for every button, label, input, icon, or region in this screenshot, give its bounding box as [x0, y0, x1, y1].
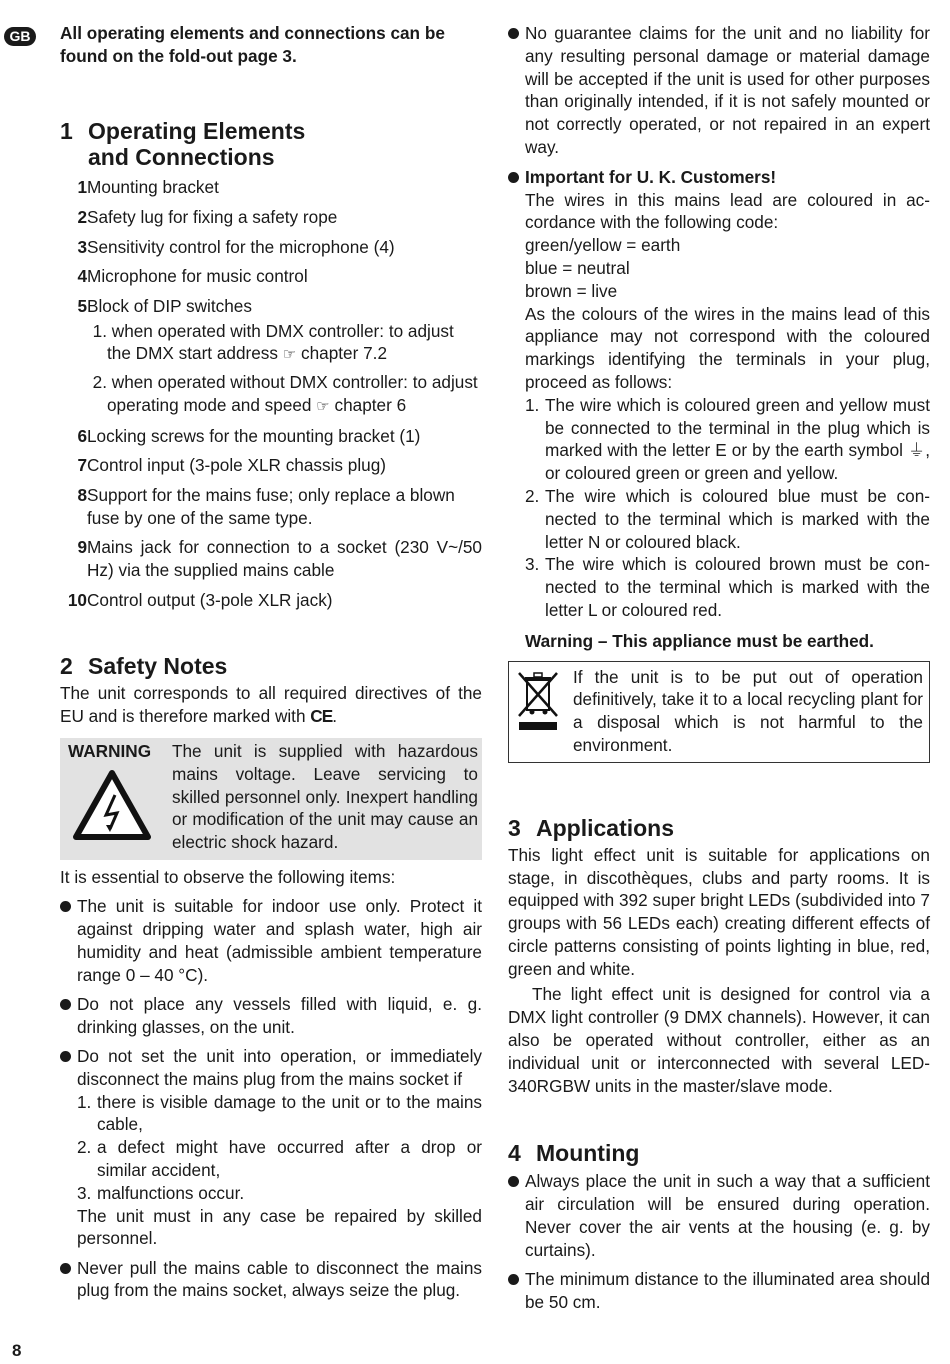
list-item	[60, 176, 482, 199]
paragraph-text: The unit corresponds to all required directives of the EU and is therefore marked with	[60, 683, 482, 727]
section-title	[88, 118, 305, 170]
wire-code: brown = live	[525, 280, 618, 301]
enum-item	[525, 553, 930, 621]
section-number: 2	[60, 653, 73, 680]
bullet-dot-icon	[60, 993, 77, 1039]
bullet-item	[508, 1170, 930, 1261]
item-number: 8	[77, 484, 87, 505]
sub-item-text	[107, 371, 482, 418]
electric-hazard-icon	[72, 769, 152, 841]
bullet-dot-icon	[508, 166, 525, 622]
recycling-box	[508, 661, 930, 763]
warning-text: The unit is supplied with hazardous mains voltage. Leave servicing to skilled personnel only. Inexpert handling or modification of the unit may cause an electric shock hazard.	[172, 740, 478, 853]
bullet-item	[508, 1268, 930, 1314]
recycling-text: If the unit is to be put out of operation definitively, take it to a local recycling plant for a disposal which is not harmful to the environment.	[573, 666, 923, 755]
item-text: Safety lug for fixing a safety rope	[87, 206, 338, 227]
paragraph-text: The light effect unit is designed for control via a DMX light controller (9 DMX channels). However, it can also be operated without controller, either as an individual unit or interconnected with several LED-340RGBW units in the master/slave mode.	[508, 984, 930, 1096]
list-item	[60, 589, 482, 612]
page-number: 8	[12, 1341, 22, 1360]
right-column	[508, 22, 930, 1314]
section-number: 3	[508, 814, 521, 841]
item-text: Support for the mains fuse; only replace a blown fuse by one of the same type.	[87, 484, 455, 528]
crossed-bin-icon	[515, 670, 561, 732]
list-item	[60, 265, 482, 288]
bullet-body	[525, 166, 930, 622]
item-text: Control output (3-pole XLR jack)	[87, 589, 333, 610]
section-2-heading	[60, 653, 482, 679]
enum-number: 2.	[77, 1137, 92, 1158]
pointing-hand-icon: ☞	[316, 396, 330, 415]
language-badge: GB	[4, 27, 36, 46]
item-number: 9	[77, 537, 87, 558]
section-number: 1	[60, 117, 73, 144]
enum-number: 2.	[525, 485, 540, 506]
left-column	[60, 22, 482, 1302]
section-4-heading	[508, 1140, 930, 1166]
enum-number: 3.	[77, 1182, 92, 1203]
bullet-dot-icon	[60, 1045, 77, 1250]
uk-notice-title: Important for U. K. Customers!	[525, 166, 777, 187]
item-number: 2	[77, 206, 87, 227]
item-number: 1	[77, 177, 87, 198]
operating-elements-list	[60, 176, 482, 611]
wire-code: blue = neutral	[525, 257, 630, 278]
bullet-item	[60, 993, 482, 1039]
enum-text: The wire which is coloured green and yellow must be connected to the terminal in the plug which is marked with the letter E or by the earth symbol ⏚, or coloured green or green and yellow.	[545, 394, 930, 484]
pointing-hand-icon: ☞	[282, 345, 297, 364]
item-text: Locking screws for the mounting bracket (1)	[87, 425, 421, 446]
paragraph-text: As the colours of the wires in the mains lead of this appliance may not correspond with the coloured markings identifying the terminals in your plug, proceed as follows:	[525, 303, 930, 392]
enum-item	[525, 394, 930, 485]
warning-box	[60, 738, 482, 860]
item-number: 7	[77, 455, 87, 476]
bullet-text: The unit is suitable for indoor use only. Protect it against dripping water and splash water, high air humidity and heat (admissible ambient temperature range 0 – 40 °C).	[77, 896, 482, 985]
bullet-item	[60, 895, 482, 986]
item-text: Mounting bracket	[87, 177, 219, 198]
warning-label: WARNING	[68, 740, 152, 761]
enum-item	[77, 1182, 482, 1205]
bullet-dot-icon	[508, 22, 525, 159]
sub-item-body: when operated with DMX controller: to adjust the DMX start address	[107, 320, 454, 364]
bullet-text: No guarantee claims for the unit and no liability for any resulting personal damage or material damage will be accepted if the unit is used for other purposes than originally intended, if it is not safely mounted or not correctly operated, or not repaired in an expert way.	[525, 23, 930, 157]
bullet-text: Always place the unit in such a way that a sufficient air circulation will be ensured during operation. Never cover the air vents at the housing (e. g. by curtains).	[525, 1171, 930, 1260]
section-title: Safety Notes	[88, 653, 228, 680]
list-item	[60, 536, 482, 582]
sub-item-number: 2.	[92, 372, 107, 393]
ce-paragraph: The unit corresponds to all required directives of the EU and is therefore marked with CE.	[60, 683, 482, 727]
enum-number: 3.	[525, 554, 540, 575]
bullet-body	[77, 1045, 482, 1250]
enum-item	[77, 1136, 482, 1182]
section-title: Mounting	[536, 1140, 640, 1167]
bullet-dot-icon	[508, 1170, 525, 1261]
sub-item	[60, 320, 482, 367]
item-text: Block of DIP switches	[87, 295, 252, 316]
intro-text: All operating elements and connections can be found on the fold-out page 3.	[60, 23, 445, 66]
sub-item	[60, 371, 482, 418]
bullet-text: The minimum distance to the illuminated area should be 50 cm.	[525, 1269, 930, 1312]
enum-number: 1.	[77, 1091, 92, 1112]
list-item	[60, 484, 482, 530]
enum-text: a defect might have occurred after a drop or similar accident,	[97, 1137, 482, 1180]
bullet-text: Do not place any vessels filled with liquid, e. g. drinking glasses, on the unit.	[77, 993, 482, 1037]
ce-mark: CE	[310, 706, 333, 727]
list-item	[60, 236, 482, 259]
section-number: 4	[508, 1140, 521, 1167]
enum-item	[525, 485, 930, 553]
bullet-text: The unit must in any case be repaired by skilled personnel.	[77, 1205, 482, 1249]
list-item	[60, 454, 482, 477]
sub-item-number: 1.	[92, 320, 107, 341]
bullet-text: Never pull the mains cable to disconnect the mains plug from the mains socket, always seize the plug.	[77, 1257, 482, 1301]
bullet-dot-icon	[60, 1257, 77, 1303]
paragraph-text: It is essential to observe the following items:	[60, 866, 396, 887]
sub-item-body: when operated without DMX controller: to adjust operating mode and speed	[107, 372, 478, 415]
list-item	[60, 425, 482, 448]
list-item	[60, 295, 482, 318]
item-number: 5	[77, 295, 87, 316]
enum-item	[77, 1091, 482, 1137]
bullet-item	[60, 1257, 482, 1303]
bullet-item	[508, 166, 930, 622]
earth-warning: Warning – This appliance must be earthed.	[525, 630, 874, 651]
item-text: Mains jack for connection to a socket (230 V~/50 Hz) via the supplied mains cable	[87, 537, 482, 580]
enum-text: there is visible damage to the unit or to the mains cable,	[97, 1091, 482, 1135]
item-text: Sensitivity control for the microphone (4)	[87, 236, 395, 257]
chapter-reference: chapter 6	[334, 394, 407, 415]
bullet-item	[60, 1045, 482, 1250]
item-text: Control input (3-pole XLR chassis plug)	[87, 455, 387, 476]
item-number: 3	[77, 236, 87, 257]
bullet-item	[508, 22, 930, 159]
section-1-heading	[60, 118, 482, 170]
item-number: 4	[77, 266, 87, 287]
paragraph-text: This light effect unit is suitable for applications on stage, in discothèques, clubs and party rooms. It is equipped with 392 super bright LEDs (subdivided into 7 groups with 56 LEDs each) creating different effects of circle patterns consisting of points lighting in blue, red, green and white.	[508, 844, 930, 979]
section-title-line: and Connections	[88, 143, 275, 170]
section-title-line: Operating Elements	[88, 117, 306, 144]
paragraph-text: The wires in this mains lead are coloured in accordance with the following code:	[525, 189, 930, 233]
enum-text: The wire which is coloured brown must be connected to the terminal which is marked with the letter L or coloured red.	[545, 554, 930, 620]
bullet-dot-icon	[508, 1268, 525, 1314]
chapter-reference: chapter 7.2	[301, 343, 388, 364]
bullet-text: Do not set the unit into operation, or immediately disconnect the mains plug from the mains socket if	[77, 1045, 482, 1089]
section-3-heading	[508, 815, 930, 841]
enum-text: malfunctions occur.	[97, 1182, 245, 1203]
weee-bin-icon-wrapper	[515, 666, 573, 757]
warning-label-column	[68, 740, 172, 854]
list-item	[60, 206, 482, 229]
sub-item-text	[107, 320, 482, 367]
item-number: 10	[67, 589, 87, 610]
item-text: Microphone for music control	[87, 266, 308, 287]
section-title: Applications	[536, 814, 675, 841]
bullet-dot-icon	[60, 895, 77, 986]
enum-text: The wire which is coloured blue must be connected to the terminal which is marked with the letter N or coloured black.	[545, 485, 930, 552]
enum-number: 1.	[525, 394, 540, 415]
item-number: 6	[77, 425, 87, 446]
wire-code: green/yellow = earth	[525, 235, 681, 256]
